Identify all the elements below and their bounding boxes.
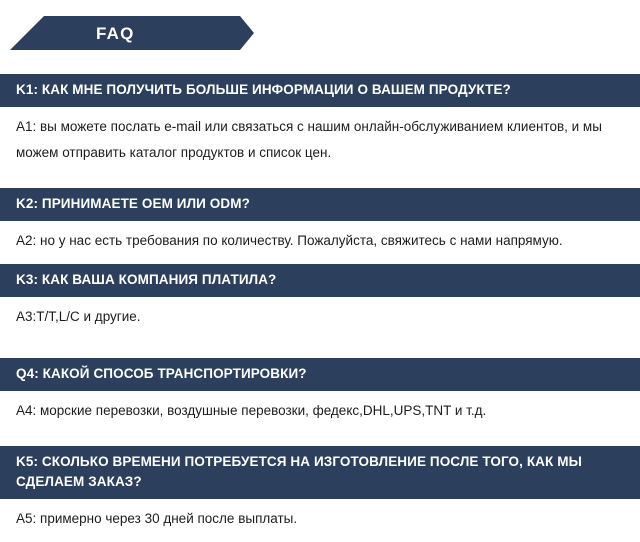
faq-item-4 xyxy=(0,358,640,434)
faq-question-1: K1: КАК МНЕ ПОЛУЧИТЬ БОЛЬШЕ ИНФОРМАЦИИ О ВАШЕМ ПРОДУКТЕ? xyxy=(0,74,640,107)
faq-list xyxy=(0,74,640,542)
faq-question-5: K5: СКОЛЬКО ВРЕМЕНИ ПОТРЕБУЕТСЯ НА ИЗГОТОВЛЕНИЕ ПОСЛЕ ТОГО, КАК МЫ СДЕЛАЕМ ЗАКАЗ? xyxy=(0,446,640,499)
page-title: FAQ xyxy=(96,24,135,43)
faq-question-2: K2: ПРИНИМАЕТЕ OEM ИЛИ ODM? xyxy=(0,188,640,221)
faq-answer-2: A2: но у нас есть требования по количеству. Пожалуйста, свяжитесь с нами напрямую. xyxy=(16,233,563,248)
spacer-3 xyxy=(0,434,640,446)
header-corner-notch-icon xyxy=(10,16,44,50)
faq-answer-3: A3:T/T,L/C и другие. xyxy=(16,309,141,324)
faq-answer-4: A4: морские перевозки, воздушные перевозки, федекс,DHL,UPS,TNT и т.д. xyxy=(16,403,487,418)
spacer-2 xyxy=(0,340,640,358)
spacer-1 xyxy=(0,176,640,188)
faq-item-5 xyxy=(0,446,640,542)
faq-item-3 xyxy=(0,264,640,340)
faq-question-4: Q4: КАКОЙ СПОСОБ ТРАНСПОРТИРОВКИ? xyxy=(0,358,640,391)
faq-item-2 xyxy=(0,188,640,264)
faq-answer-5: A5: примерно через 30 дней после выплаты. xyxy=(16,511,298,526)
faq-item-1 xyxy=(0,74,640,176)
faq-question-3: K3: КАК ВАША КОМПАНИЯ ПЛАТИЛА? xyxy=(0,264,640,297)
faq-answer-1: A1: вы можете послать e-mail или связаться с нашим онлайн-обслуживанием клиентов, и мы можем отправить каталог продуктов и список цен. xyxy=(16,119,602,160)
page-header xyxy=(0,0,640,60)
